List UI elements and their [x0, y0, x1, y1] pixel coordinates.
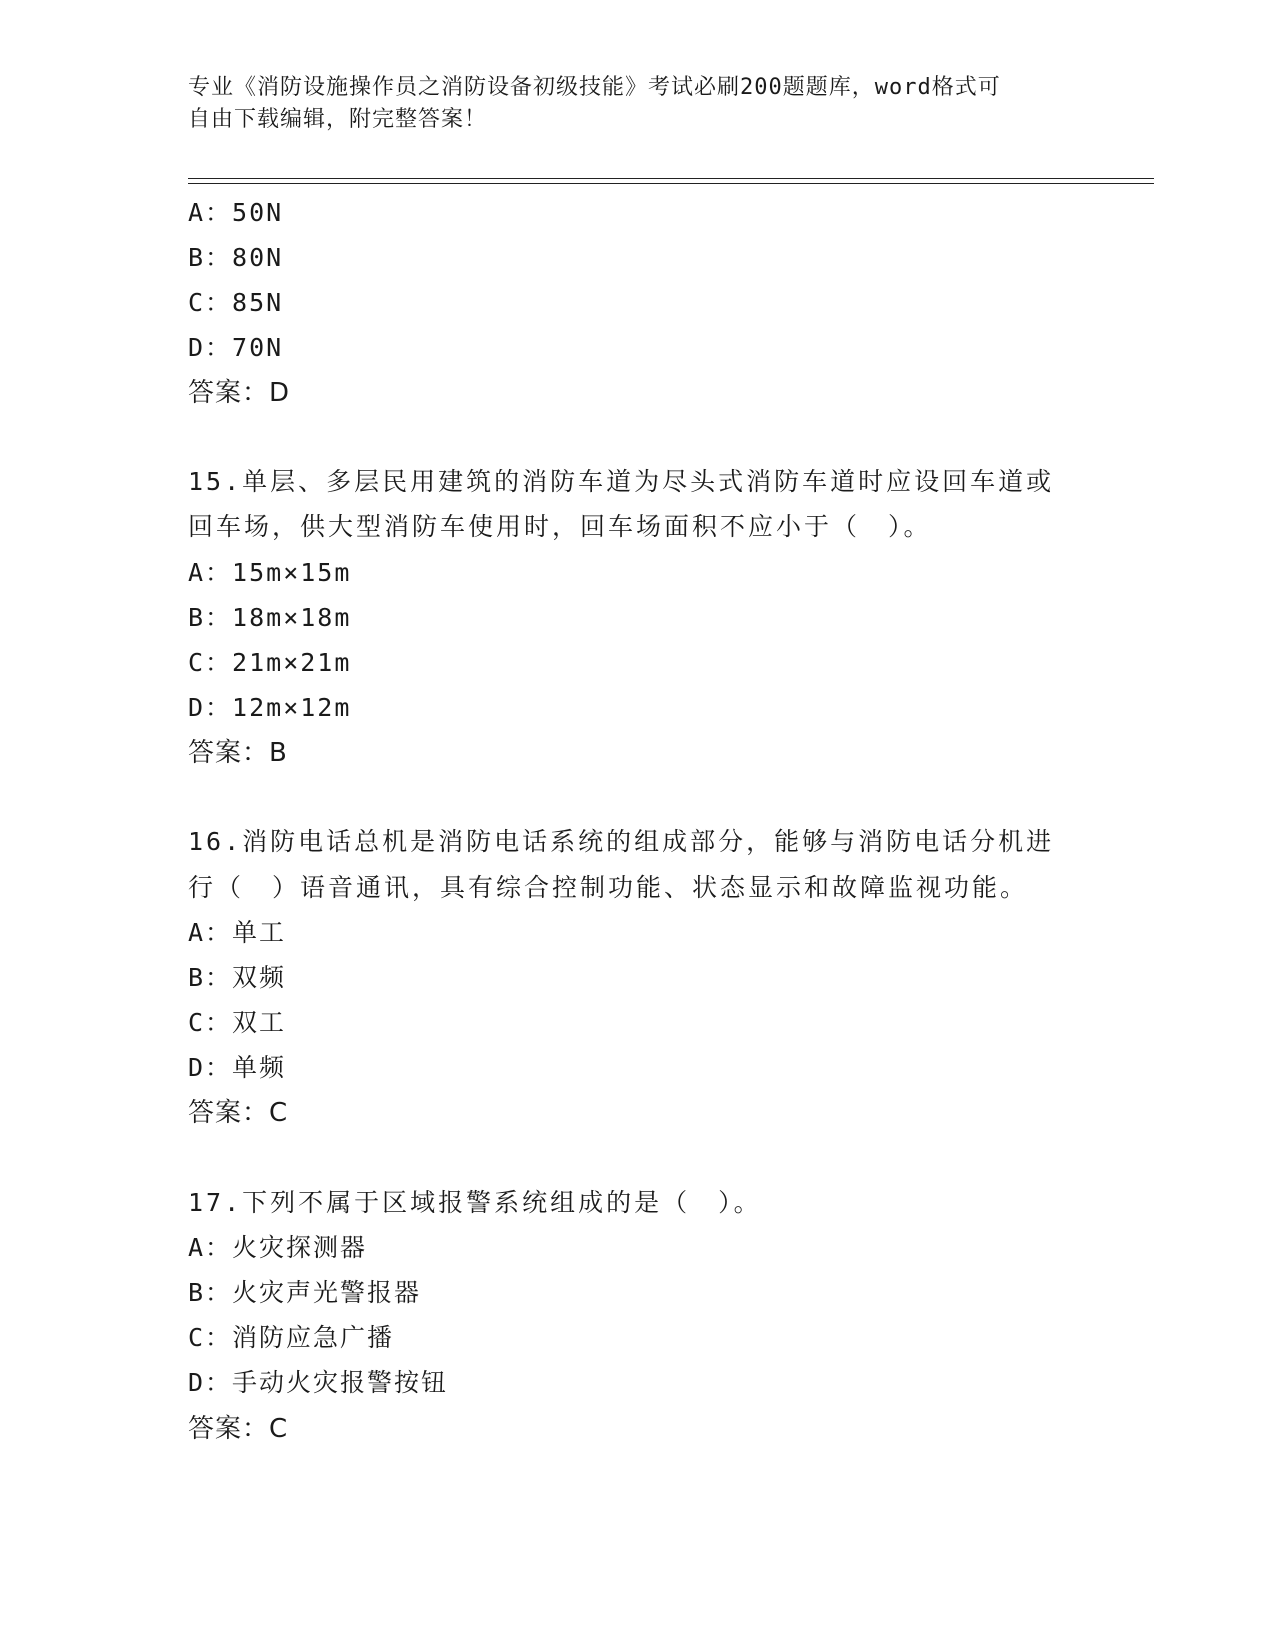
answer: 答案：D [188, 378, 291, 408]
option-b: B：火灾声光警报器 [188, 1278, 422, 1307]
option-a: A：火灾探测器 [188, 1233, 368, 1262]
question-text-line-1: 16.消防电话总机是消防电话系统的组成部分，能够与消防电话分机进 [188, 827, 1055, 856]
option-d: D：单频 [188, 1053, 287, 1082]
header-line-2: 自由下载编辑，附完整答案！ [188, 107, 488, 132]
answer: 答案：C [188, 1098, 289, 1128]
answer: 答案：B [188, 738, 288, 768]
question-text-line-2: 回车场，供大型消防车使用时，回车场面积不应小于（ ）。 [188, 512, 932, 541]
question-text-line-1: 17.下列不属于区域报警系统组成的是（ ）。 [188, 1188, 762, 1217]
option-c: C：21m×21m [188, 648, 352, 677]
header-divider-top [188, 178, 1154, 179]
option-c: C：双工 [188, 1008, 287, 1037]
header-line-1: 专业《消防设施操作员之消防设备初级技能》考试必刷200题题库，word格式可 [188, 75, 1001, 100]
option-b: B：80N [188, 243, 284, 272]
option-d: D：70N [188, 333, 284, 362]
option-b: B：18m×18m [188, 603, 352, 632]
option-d: D：手动火灾报警按钮 [188, 1368, 449, 1397]
header-divider-bottom [188, 183, 1154, 184]
option-d: D：12m×12m [188, 693, 352, 722]
answer: 答案：C [188, 1414, 289, 1444]
option-c: C：85N [188, 288, 284, 317]
option-a: A：单工 [188, 918, 287, 947]
question-text-line-2: 行（ ）语音通讯，具有综合控制功能、状态显示和故障监视功能。 [188, 873, 1029, 902]
document-header [188, 72, 1068, 136]
option-a: A：50N [188, 198, 284, 227]
option-c: C：消防应急广播 [188, 1323, 395, 1352]
question-text-line-1: 15.单层、多层民用建筑的消防车道为尽头式消防车道时应设回车道或 [188, 467, 1055, 496]
option-b: B：双频 [188, 963, 287, 992]
option-a: A：15m×15m [188, 558, 352, 587]
